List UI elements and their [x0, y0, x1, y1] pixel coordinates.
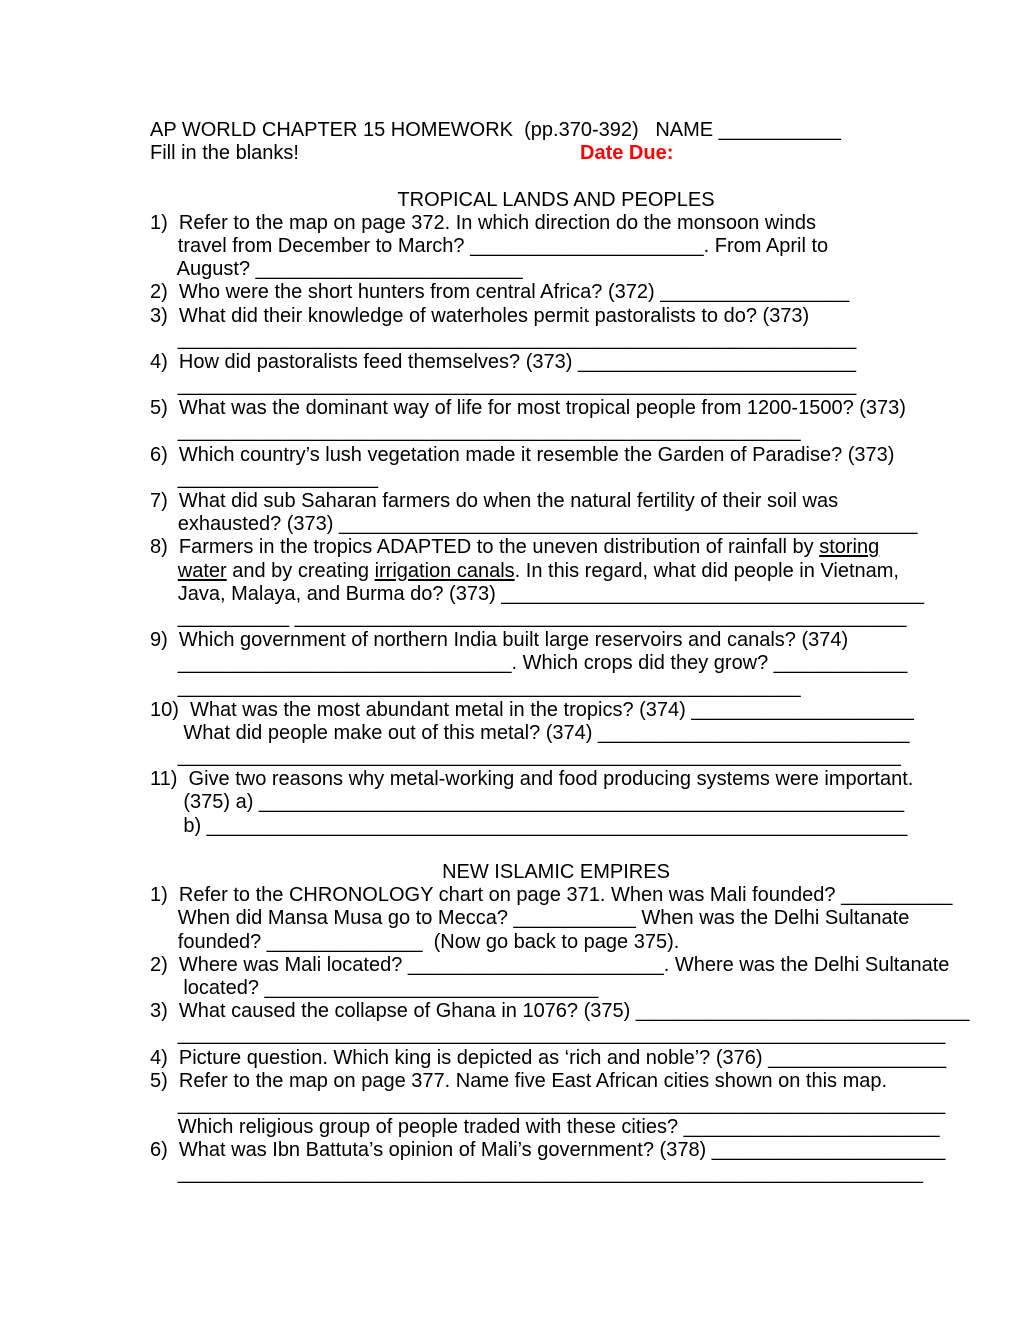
n5-line2: Which religious group of people traded with these cities? _______________________: [150, 1116, 940, 1139]
q6-blank: __________________: [150, 466, 378, 489]
spacer: [150, 838, 962, 861]
n5-line1: 5) Refer to the map on page 377. Name five East African cities shown on this map.: [150, 1069, 888, 1092]
heading-new-islamic-empires: NEW ISLAMIC EMPIRES: [442, 861, 670, 883]
q5-blank: ________________________________________________________: [150, 420, 801, 443]
q9-blank: ________________________________________________________: [150, 675, 801, 698]
q8-line1: 8) Farmers in the tropics ADAPTED to the uneven distribution of rainfall by storing: [150, 536, 880, 559]
q8-line2: water and by creating irrigation canals. In this regard, what did people in Vietnam,: [177, 559, 899, 582]
q11-line2b: b) _______________________________________________________________: [150, 814, 908, 837]
q4-blank: _____________________________________________________________: [150, 374, 857, 397]
q11-line2a: (375) a) __________________________________________________________: [150, 791, 905, 814]
n2-line2: located? ______________________________: [150, 976, 599, 999]
date-due-label: Date Due:: [580, 142, 674, 165]
n1-line1: 1) Refer to the CHRONOLOGY chart on page 371. When was Mali founded? __________: [150, 884, 953, 907]
q3-blank: _____________________________________________________________: [150, 327, 857, 350]
q7-line1: 7) What did sub Saharan farmers do when the natural fertility of their soil was: [150, 490, 839, 512]
q1-line2: travel from December to March? _____________________. From April to: [150, 234, 829, 257]
q4-line1: 4) How did pastoralists feed themselves? (373) _________________________: [150, 350, 857, 373]
n6-line1: 6) What was Ibn Battuta’s opinion of Mali’s government? (378) _____________________: [150, 1139, 946, 1162]
q9-line1: 9) Which government of northern India built large reservoirs and canals? (374): [150, 629, 849, 652]
q10-line2: What did people make out of this metal? (374) ____________________________: [150, 721, 910, 744]
fill-in-blanks-label: Fill in the blanks!: [150, 142, 299, 165]
n3-blank: _____________________________________________________________________: [150, 1023, 946, 1046]
q10-blank: _________________________________________________________________: [150, 745, 901, 768]
n1-line3: founded? ______________ (Now go back to page 375).: [150, 930, 680, 953]
q11-line1: 11) Give two reasons why metal-working and food producing systems were important.: [150, 768, 914, 791]
q5-line1: 5) What was the dominant way of life for most tropical people from 1200-1500? (373): [150, 397, 906, 420]
spacer: [150, 165, 962, 188]
n4-line1: 4) Picture question. Which king is depicted as ‘rich and noble’? (376) ________________: [150, 1046, 947, 1069]
n5-blank: _____________________________________________________________________: [150, 1092, 946, 1115]
q2-line1: 2) Who were the short hunters from central Africa? (372) _________________: [150, 281, 850, 304]
n6-blank: ___________________________________________________________________: [150, 1162, 924, 1185]
q1-line3: August? ________________________: [150, 258, 523, 281]
document-lines: [150, 119, 970, 1186]
n3-line1: 3) What caused the collapse of Ghana in 1076? (375) ______________________________: [150, 1000, 970, 1023]
q7-line2: exhausted? (373) ____________________________________________________: [150, 513, 918, 536]
heading-tropical-lands: TROPICAL LANDS AND PEOPLES: [397, 188, 715, 211]
subtitle-row: [150, 142, 962, 165]
q9-line2: ______________________________. Which crops did they grow? ____________: [150, 652, 908, 675]
q3-line1: 3) What did their knowledge of waterholes permit pastoralists to do? (373): [150, 304, 810, 327]
q1-line1: 1) Refer to the map on page 372. In which direction do the monsoon winds: [150, 211, 816, 234]
homework-title: AP WORLD CHAPTER 15 HOMEWORK (pp.370-392) NAME ___________: [150, 119, 842, 141]
q10-line1: 10) What was the most abundant metal in the tropics? (374) ____________________: [150, 698, 914, 721]
q8-blank: __________ _______________________________________________________: [150, 605, 907, 628]
q6-line1: 6) Which country’s lush vegetation made it resemble the Garden of Paradise? (373): [150, 443, 895, 466]
q8-line3: Java, Malaya, and Burma do? (373) ______________________________________: [150, 582, 924, 605]
n1-line2: When did Mansa Musa go to Mecca? ___________ When was the Delhi Sultanate: [150, 907, 910, 930]
n2-line1: 2) Where was Mali located? _______________________. Where was the Delhi Sultanate: [150, 953, 950, 976]
